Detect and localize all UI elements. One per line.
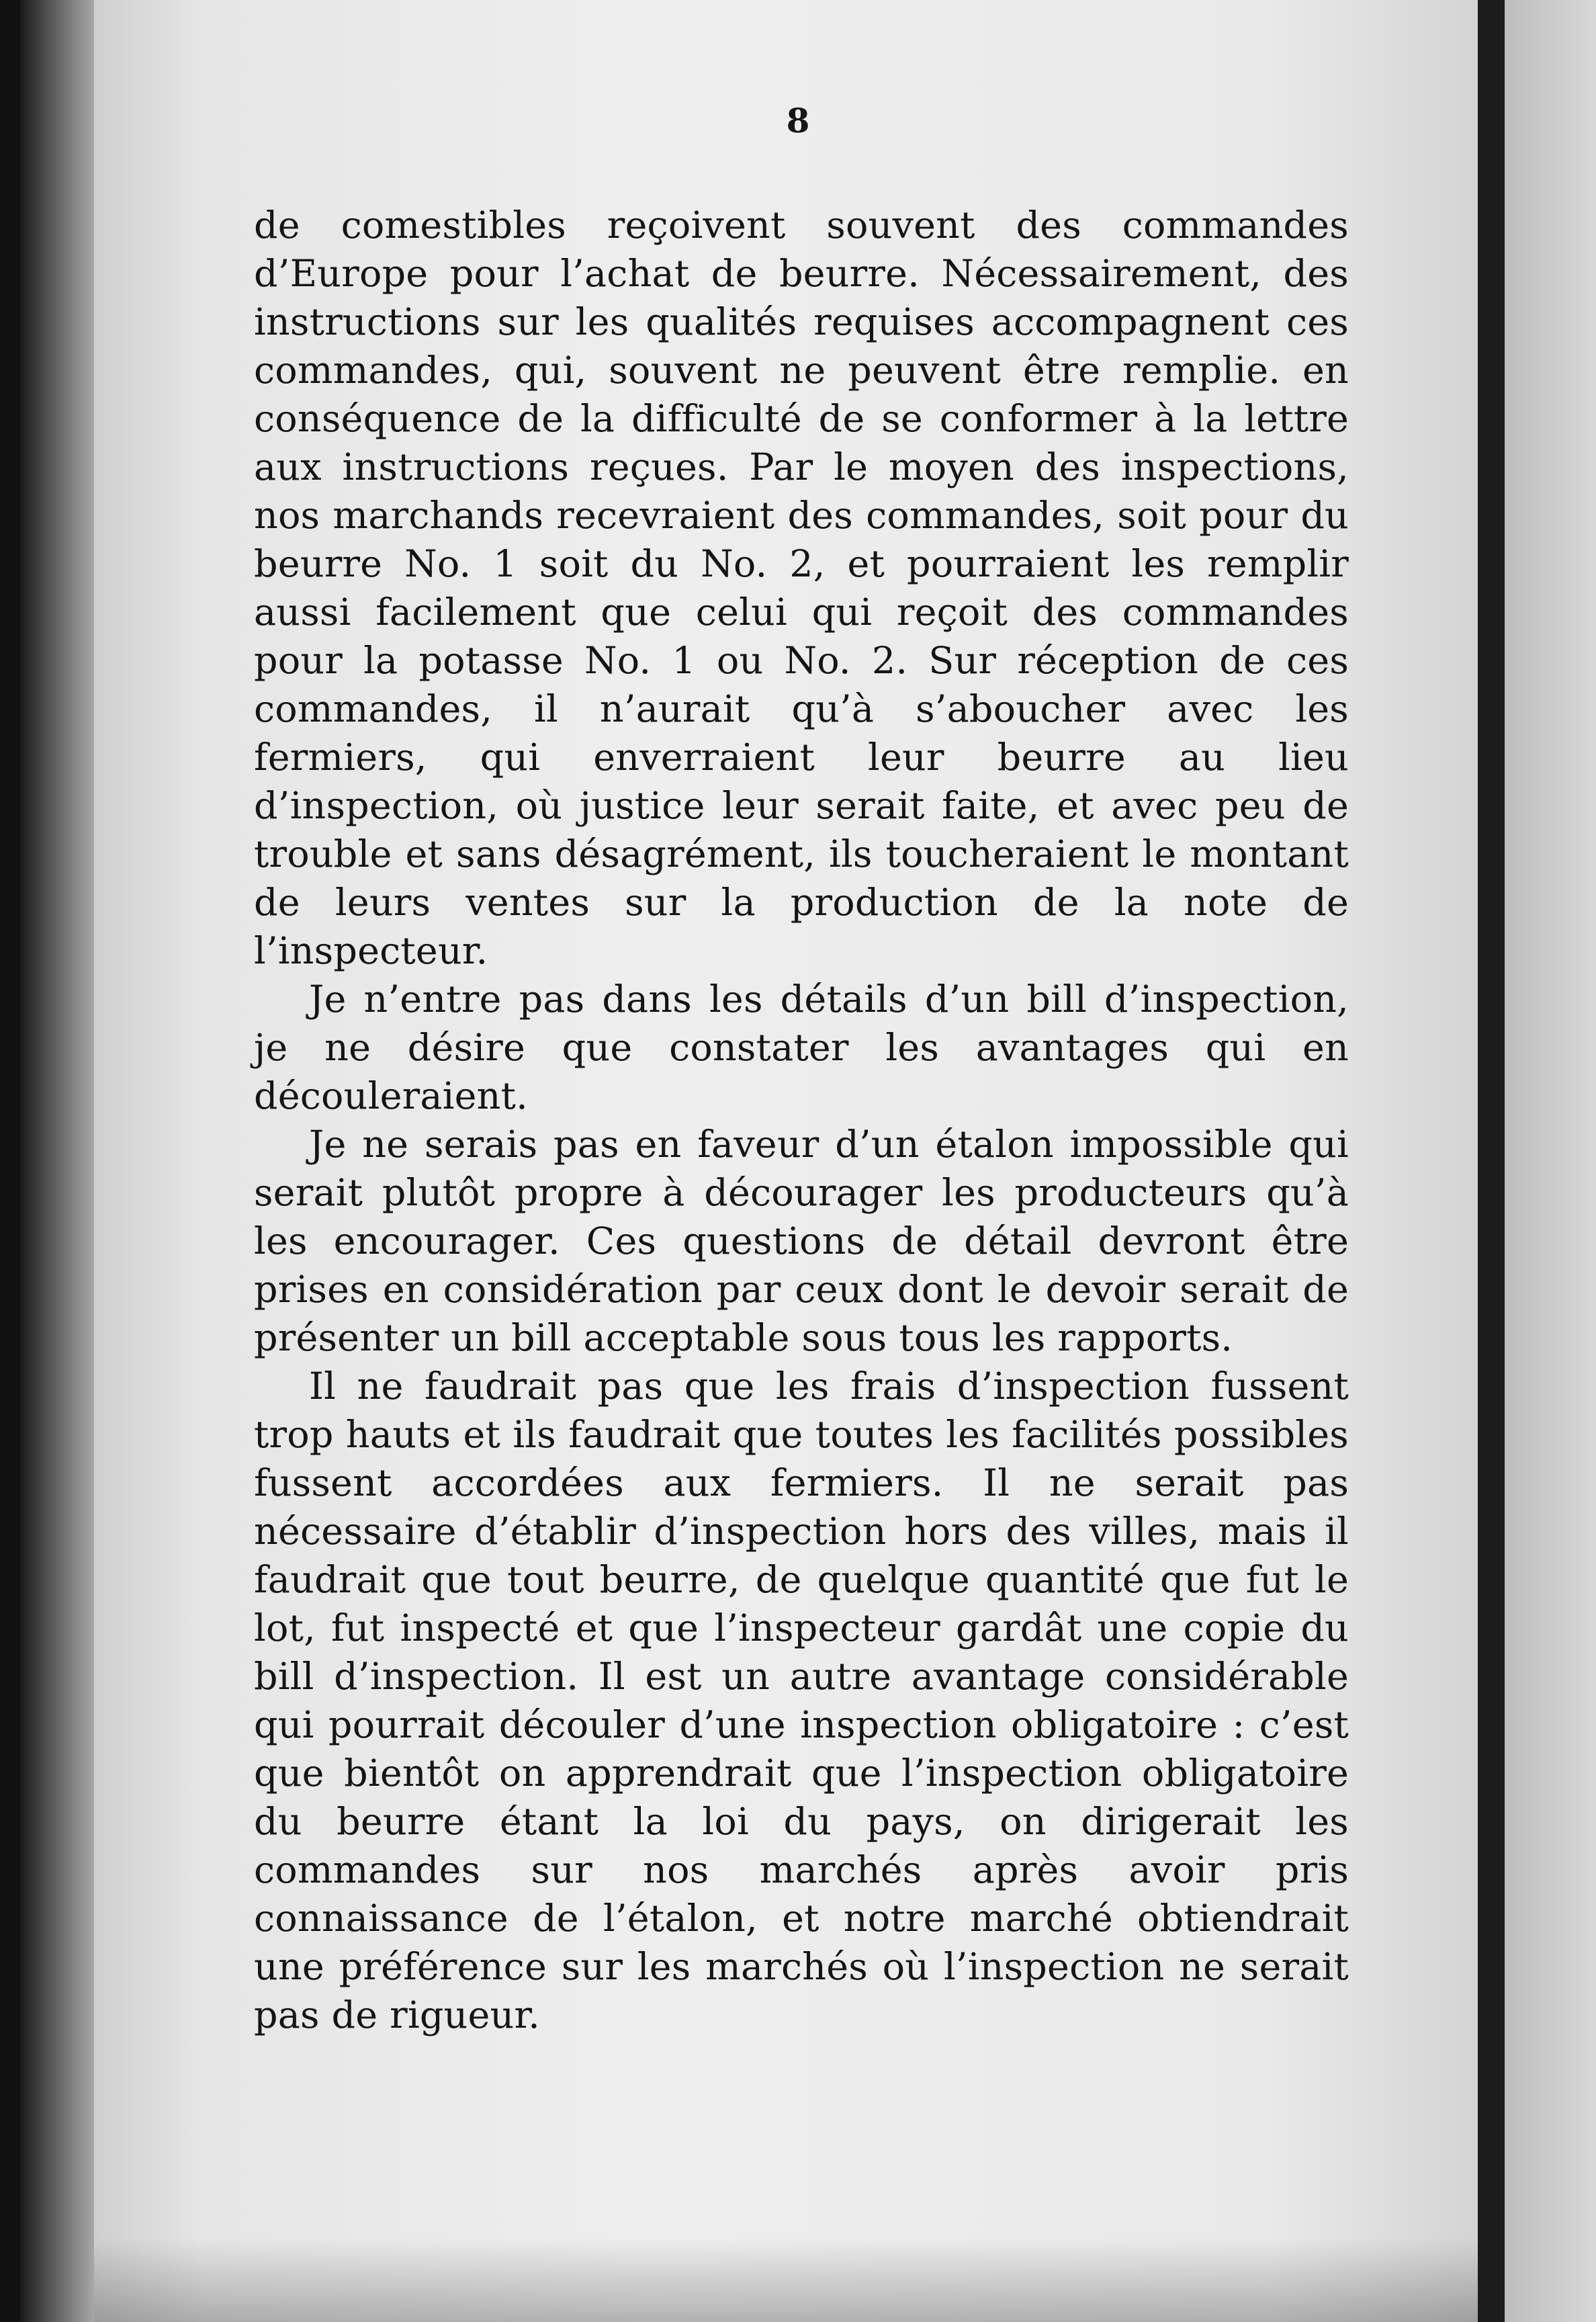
page-bottom-shadow [94,2237,1478,2322]
paragraph-4: Il ne faudrait pas que les frais d’inspection fussent trop hauts et ils faudrait que toutes les facilités possibles fussent accordées aux fermiers. Il ne serait pas nécessaire d’établir d’inspection hors des villes, mais il faudrait que tout beurre, de quelque quantité que fut le lot, fut inspecté et que l’inspecteur gardât une copie du bill d’inspection. Il est un autre avantage considérable qui pourrait découler d’une inspection obligatoire : c’est que bientôt on apprendrait que l’inspection obligatoire du beurre étant la loi du pays, on dirigerait les commandes sur nos marchés après avoir pris connaissance de l’étalon, et notre marché obtiendrait une préférence sur les marchés où l’inspection ne serait pas de rigueur. [254,1365,1349,2037]
book-gutter [1478,0,1505,2322]
paragraph-3: Je ne serais pas en faveur d’un étalon impossible qui serait plutôt propre à décourager les producteurs qu’à les encourager. Ces questions de détail devront être prises en considération par ceux dont le devoir serait de présenter un bill acceptable sous tous les rapports. [254,1123,1349,1360]
adjacent-page-edge [1505,0,1596,2322]
book-edge-left [20,0,94,2322]
page-number: 8 [786,101,810,140]
paragraph-1-continued: de comestibles reçoivent souvent des commandes d’Europe pour l’achat de beurre. Nécessairement, des instructions sur les qualités requises accompagnent ces commandes, qui, souvent ne peuvent être remplie. en conséquence de la difficulté de se conformer à la lettre aux instructions reçues. Par le moyen des inspections, nos marchands recevraient des commandes, soit pour du beurre No. 1 soit du No. 2, et pourraient les remplir aussi facilement que celui qui reçoit des commandes pour la potasse No. 1 ou No. 2. Sur réception de ces commandes, il n’aurait qu’à s’aboucher avec les fermiers, qui enverraient leur beurre au lieu d’inspection, où justice leur serait faite, et avec peu de trouble et sans désagrément, ils toucheraient le montant de leurs ventes sur la production de la note de l’inspecteur. [254,204,1349,973]
paragraph-2: Je n’entre pas dans les détails d’un bill d’inspection, je ne désire que constater les avantages qui en découleraient. [254,978,1349,1118]
body-text [254,202,1349,2040]
